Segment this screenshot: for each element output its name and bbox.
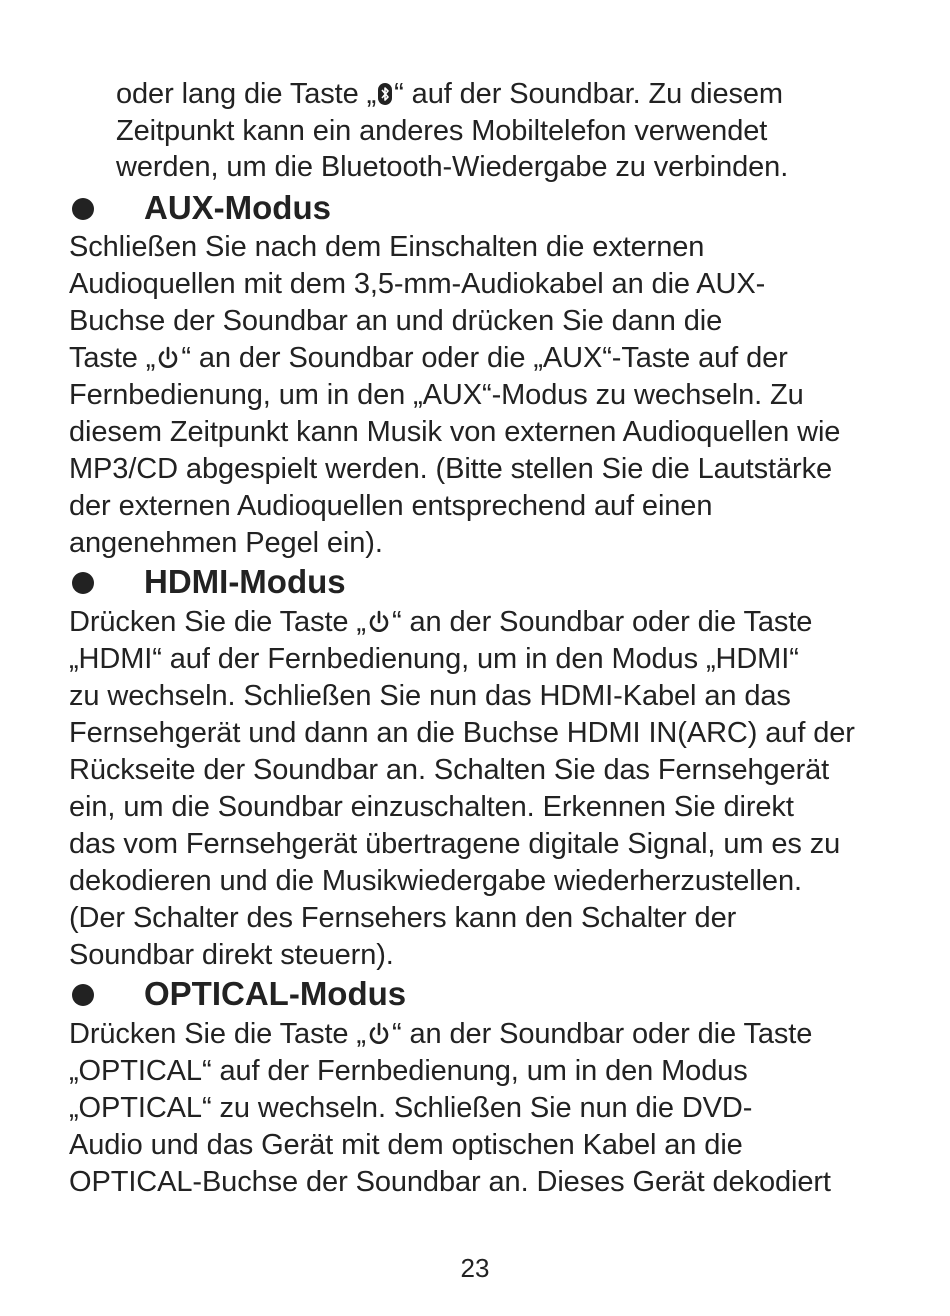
hdmi-heading: HDMI-Modus (144, 563, 346, 600)
hdmi-line-5: Rückseite der Soundbar an. Schalten Sie das Fernsehgerät (69, 754, 830, 786)
intro-line-1 (116, 76, 783, 112)
power-icon (367, 1022, 391, 1046)
aux-line-9: angenehmen Pegel ein). (69, 527, 383, 559)
optical-line-3: „OPTICAL“ zu wechseln. Schließen Sie nun die DVD- (69, 1092, 753, 1124)
aux-line-1: Schließen Sie nach dem Einschalten die externen (69, 231, 705, 263)
power-icon (156, 346, 180, 370)
optical-line-2: „OPTICAL“ auf der Fernbedienung, um in den Modus (69, 1055, 748, 1087)
bullet-icon (72, 198, 94, 220)
optical-line-4: Audio und das Gerät mit dem optischen Kabel an die (69, 1129, 743, 1161)
aux-line-2: Audioquellen mit dem 3,5-mm-Audiokabel an die AUX- (69, 268, 766, 300)
aux-line-6: diesem Zeitpunkt kann Musik von externen Audioquellen wie (69, 416, 841, 448)
intro-line-2: Zeitpunkt kann ein anderes Mobiltelefon verwendet (116, 115, 768, 147)
hdmi-line-3: zu wechseln. Schließen Sie nun das HDMI-Kabel an das (69, 680, 791, 712)
hdmi-line-4: Fernsehgerät und dann an die Buchse HDMI IN(ARC) auf der (69, 717, 855, 749)
hdmi-line-7: das vom Fernsehgerät übertragene digitale Signal, um es zu (69, 828, 841, 860)
bluetooth-icon (377, 82, 393, 106)
text-segment: “ an der Soundbar oder die Taste (391, 1018, 813, 1050)
optical-heading: OPTICAL-Modus (144, 975, 407, 1012)
text-segment: “ an der Soundbar oder die Taste (391, 606, 813, 638)
text-segment: Drücken Sie die Taste „ (69, 1018, 366, 1050)
text-segment: “ auf der Soundbar. Zu diesem (394, 78, 783, 110)
aux-line-3: Buchse der Soundbar an und drücken Sie dann die (69, 305, 723, 337)
text-segment: Taste „ (69, 342, 156, 374)
text-segment: Drücken Sie die Taste „ (69, 606, 366, 638)
optical-line-5: OPTICAL-Buchse der Soundbar an. Dieses Gerät dekodiert (69, 1166, 831, 1198)
aux-line-7: MP3/CD abgespielt werden. (Bitte stellen Sie die Lautstärke (69, 453, 832, 485)
page-number: 23 (460, 1253, 490, 1283)
aux-line-4 (69, 340, 788, 376)
text-segment: oder lang die Taste „ (116, 78, 377, 110)
intro-line-3: werden, um die Bluetooth-Wiedergabe zu verbinden. (116, 151, 789, 183)
hdmi-line-9: (Der Schalter des Fernsehers kann den Schalter der (69, 902, 737, 934)
hdmi-line-6: ein, um die Soundbar einzuschalten. Erkennen Sie direkt (69, 791, 794, 823)
bullet-icon (72, 984, 94, 1006)
optical-line-1 (69, 1016, 812, 1052)
power-icon (367, 610, 391, 634)
bullet-icon (72, 572, 94, 594)
hdmi-line-2: „HDMI“ auf der Fernbedienung, um in den Modus „HDMI“ (69, 643, 799, 675)
aux-line-5: Fernbedienung, um in den „AUX“-Modus zu wechseln. Zu (69, 379, 804, 411)
hdmi-line-8: dekodieren und die Musikwiedergabe wiederherzustellen. (69, 865, 802, 897)
hdmi-line-1 (69, 604, 812, 640)
hdmi-line-10: Soundbar direkt steuern). (69, 939, 394, 971)
aux-line-8: der externen Audioquellen entsprechend auf einen (69, 490, 713, 522)
aux-heading: AUX-Modus (144, 189, 331, 226)
text-segment: “ an der Soundbar oder die „AUX“-Taste auf der (181, 342, 788, 374)
